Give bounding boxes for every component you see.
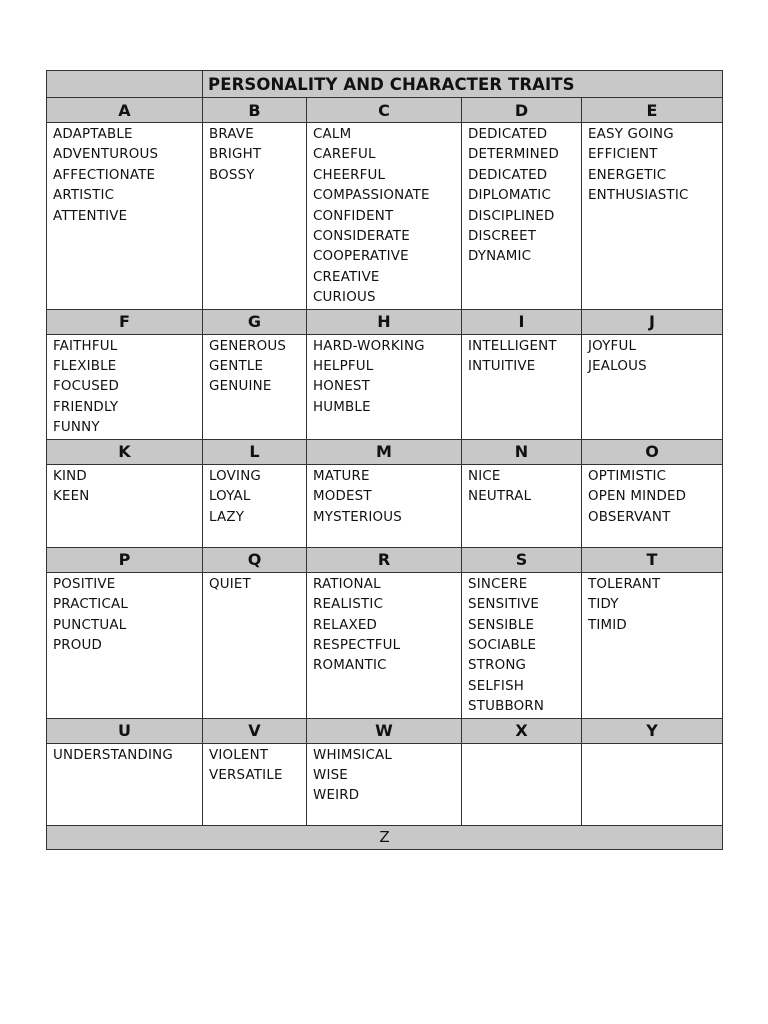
trait-word: CONFIDENT <box>313 208 394 224</box>
letter-header-row <box>47 309 723 334</box>
trait-word: GENEROUS <box>209 338 287 354</box>
trait-words-cell <box>203 334 307 439</box>
trait-word: MATURE <box>313 468 370 484</box>
letter-header-row <box>47 718 723 743</box>
letter-header: F <box>47 309 203 334</box>
trait-words-cell <box>203 743 307 825</box>
trait-word: ENERGETIC <box>588 167 667 183</box>
traits-table <box>46 70 723 850</box>
trait-words-cell <box>582 334 723 439</box>
letter-header: M <box>307 439 462 464</box>
trait-word: REALISTIC <box>313 597 384 613</box>
trait-word: PUNCTUAL <box>53 617 127 633</box>
letter-header: V <box>203 718 307 743</box>
trait-word: RESPECTFUL <box>313 637 401 653</box>
trait-word: JOYFUL <box>588 338 637 354</box>
trait-word: COOPERATIVE <box>313 249 409 265</box>
trait-words-cell <box>462 743 582 825</box>
trait-word: DEDICATED <box>468 167 548 183</box>
trait-words-cell <box>47 464 203 547</box>
trait-word: CALM <box>313 127 352 142</box>
trait-words-cell <box>47 572 203 718</box>
trait-words-cell <box>582 464 723 547</box>
letter-header-row <box>47 439 723 464</box>
trait-word: OPEN MINDED <box>588 489 687 505</box>
trait-word: HUMBLE <box>313 399 371 415</box>
trait-word: EASY GOING <box>588 127 674 142</box>
title-row <box>47 71 723 98</box>
trait-words-row <box>47 123 723 310</box>
letter-header: A <box>47 98 203 123</box>
trait-word: BRAVE <box>209 127 254 142</box>
trait-word: PROUD <box>53 637 103 653</box>
trait-word: NICE <box>468 468 501 484</box>
trait-word: EFFICIENT <box>588 147 658 163</box>
trait-words-cell <box>307 334 462 439</box>
trait-word: COMPASSIONATE <box>313 188 430 204</box>
trait-word: ADAPTABLE <box>53 127 133 142</box>
letter-header-row <box>47 98 723 123</box>
trait-word: CREATIVE <box>313 269 380 285</box>
trait-word: SELFISH <box>468 678 525 694</box>
trait-word: ROMANTIC <box>313 658 387 674</box>
trait-words-cell <box>462 123 582 310</box>
trait-words-cell <box>47 123 203 310</box>
trait-word: KIND <box>53 468 87 484</box>
trait-word: FRIENDLY <box>53 399 119 415</box>
trait-words-cell <box>203 464 307 547</box>
letter-header: S <box>462 547 582 572</box>
trait-word: MYSTERIOUS <box>313 509 402 525</box>
letter-header: P <box>47 547 203 572</box>
trait-word: WHIMSICAL <box>313 747 393 763</box>
trait-word: NEUTRAL <box>468 489 532 505</box>
trait-word: DISCIPLINED <box>468 208 555 224</box>
trait-words-row <box>47 743 723 825</box>
letter-header: C <box>307 98 462 123</box>
letter-header: Q <box>203 547 307 572</box>
trait-word: ENTHUSIASTIC <box>588 188 689 204</box>
trait-word: CHEERFUL <box>313 167 386 183</box>
trait-words-cell <box>307 123 462 310</box>
trait-word: RATIONAL <box>313 576 381 592</box>
trait-word: TOLERANT <box>588 576 661 592</box>
trait-word: WISE <box>313 767 348 783</box>
trait-words-cell <box>47 334 203 439</box>
trait-word: AFFECTIONATE <box>53 167 156 183</box>
trait-word: DIPLOMATIC <box>468 188 552 204</box>
trait-word: HONEST <box>313 379 370 395</box>
trait-word: CAREFUL <box>313 147 376 163</box>
trait-word: FUNNY <box>53 420 100 436</box>
letter-header-z: Z <box>47 825 723 849</box>
trait-word: TIMID <box>588 617 627 633</box>
letter-header: W <box>307 718 462 743</box>
trait-word: RELAXED <box>313 617 378 633</box>
trait-words-cell <box>462 464 582 547</box>
trait-word: SENSIBLE <box>468 617 535 633</box>
letter-header: I <box>462 309 582 334</box>
trait-word: FAITHFUL <box>53 338 118 354</box>
trait-word: OBSERVANT <box>588 509 671 525</box>
title-spacer-cell <box>47 71 203 98</box>
trait-words-cell <box>307 464 462 547</box>
trait-word: FOCUSED <box>53 379 120 395</box>
trait-word: FLEXIBLE <box>53 359 117 375</box>
trait-word: SINCERE <box>468 576 528 592</box>
trait-word: MODEST <box>313 489 372 505</box>
trait-word: LOYAL <box>209 489 251 505</box>
trait-word: BOSSY <box>209 167 255 183</box>
trait-words-cell <box>462 572 582 718</box>
letter-header: X <box>462 718 582 743</box>
trait-words-cell <box>582 123 723 310</box>
letter-header: D <box>462 98 582 123</box>
letter-header: J <box>582 309 723 334</box>
letter-header: K <box>47 439 203 464</box>
trait-word: CURIOUS <box>313 290 376 306</box>
trait-words-row <box>47 334 723 439</box>
letter-header: U <box>47 718 203 743</box>
trait-word: SENSITIVE <box>468 597 539 613</box>
trait-word: SOCIABLE <box>468 637 537 653</box>
trait-word: DISCREET <box>468 229 537 245</box>
trait-word: ADVENTUROUS <box>53 147 159 163</box>
trait-word: POSITIVE <box>53 576 116 592</box>
trait-word: DYNAMIC <box>468 249 532 265</box>
letter-header: N <box>462 439 582 464</box>
letter-header-row <box>47 547 723 572</box>
trait-word: STRONG <box>468 658 527 674</box>
letter-header: E <box>582 98 723 123</box>
trait-word: HARD-WORKING <box>313 338 425 354</box>
trait-word: OPTIMISTIC <box>588 468 667 484</box>
traits-table-body <box>47 71 723 850</box>
trait-word: ATTENTIVE <box>53 208 128 224</box>
trait-words-cell <box>582 743 723 825</box>
letter-header: L <box>203 439 307 464</box>
trait-word: DEDICATED <box>468 127 548 142</box>
trait-words-cell <box>462 334 582 439</box>
trait-word: INTUITIVE <box>468 359 536 375</box>
last-letter-row <box>47 825 723 849</box>
trait-word: VIOLENT <box>209 747 269 763</box>
trait-words-cell <box>307 743 462 825</box>
trait-word: LAZY <box>209 509 245 525</box>
trait-word: ARTISTIC <box>53 188 115 204</box>
trait-word: QUIET <box>209 576 251 592</box>
trait-words-row <box>47 464 723 547</box>
letter-header: O <box>582 439 723 464</box>
letter-header: G <box>203 309 307 334</box>
trait-word: TIDY <box>588 597 619 613</box>
trait-word: WEIRD <box>313 788 360 804</box>
letter-header: H <box>307 309 462 334</box>
trait-word: UNDERSTANDING <box>53 747 173 763</box>
trait-words-row <box>47 572 723 718</box>
trait-word: LOVING <box>209 468 261 484</box>
trait-word: GENUINE <box>209 379 272 395</box>
trait-word: INTELLIGENT <box>468 338 557 354</box>
trait-word: KEEN <box>53 489 90 505</box>
letter-header: Y <box>582 718 723 743</box>
trait-words-cell <box>47 743 203 825</box>
trait-word: HELPFUL <box>313 359 374 375</box>
trait-word: STUBBORN <box>468 699 545 715</box>
trait-word: GENTLE <box>209 359 264 375</box>
trait-words-cell <box>203 572 307 718</box>
trait-word: BRIGHT <box>209 147 262 163</box>
trait-words-cell <box>203 123 307 310</box>
letter-header: R <box>307 547 462 572</box>
page-title: PERSONALITY AND CHARACTER TRAITS <box>203 71 723 98</box>
trait-word: PRACTICAL <box>53 597 129 613</box>
letter-header: B <box>203 98 307 123</box>
trait-words-cell <box>582 572 723 718</box>
trait-word: VERSATILE <box>209 767 283 783</box>
trait-word: JEALOUS <box>588 359 647 375</box>
trait-word: CONSIDERATE <box>313 229 410 245</box>
letter-header: T <box>582 547 723 572</box>
trait-word: DETERMINED <box>468 147 560 163</box>
trait-words-cell <box>307 572 462 718</box>
